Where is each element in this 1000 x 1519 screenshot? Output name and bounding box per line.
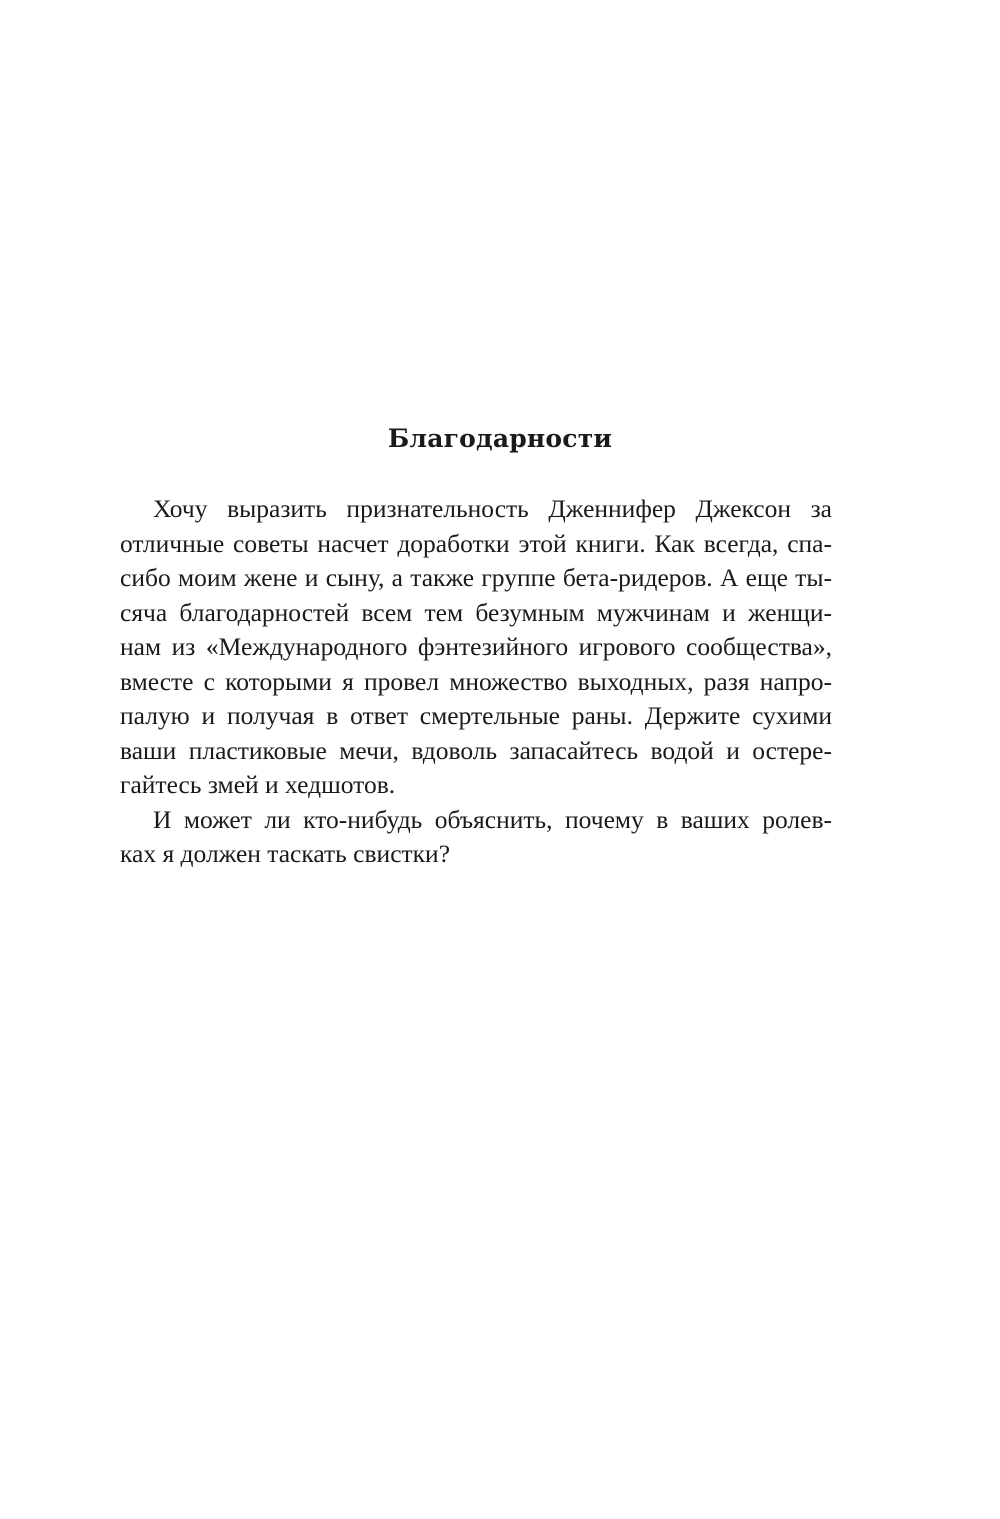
paragraph-2	[120, 803, 832, 872]
text-line: И может ли кто-нибудь объяснить, почему в ваших ролев-	[153, 804, 832, 834]
text-line: гайтесь змей и хедшотов.	[120, 770, 396, 799]
text-line: ваши пластиковые мечи, вдоволь запасайтесь водой и остере-	[120, 735, 832, 765]
body-text	[120, 492, 832, 872]
text-line: отличные советы насчет доработки этой книги. Как всегда, спа-	[120, 528, 832, 558]
text-line: сибо моим жене и сыну, а также группе бета-ридеров. А еще ты-	[120, 563, 832, 592]
paragraph-1	[120, 492, 832, 803]
text-line: Хочу выразить признательность Дженнифер Джексон за	[153, 494, 832, 523]
text-line: вместе с которыми я провел множество выходных, разя напро-	[120, 666, 832, 696]
text-line: сяча благодарностей всем тем безумным мужчинам и женщи-	[120, 597, 832, 627]
page-title: Благодарности	[387, 424, 613, 453]
text-line: палую и получая в ответ смертельные раны. Держите сухими	[120, 701, 832, 730]
text-line: ках я должен таскать свистки?	[120, 839, 451, 868]
text-line: нам из «Международного фэнтезийного игрового сообщества»,	[120, 632, 832, 661]
